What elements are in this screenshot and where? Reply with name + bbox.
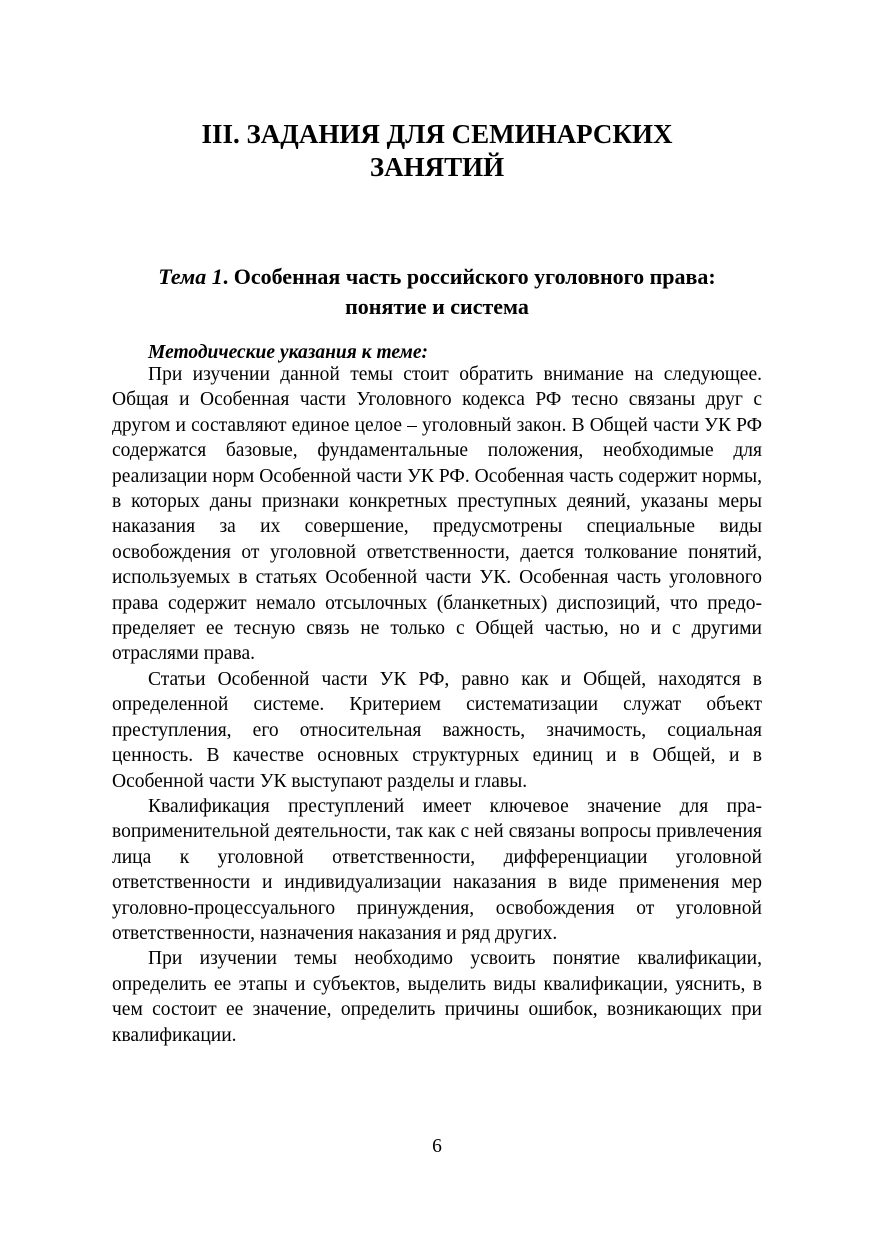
topic-title — [112, 262, 762, 322]
chapter-title-line-1: III. ЗАДАНИЯ ДЛЯ СЕМИНАРСКИХ — [201, 119, 673, 149]
topic-title-line-2: понятие и система — [345, 294, 529, 319]
chapter-title-line-2: ЗАНЯТИЙ — [369, 152, 505, 182]
paragraph: Статьи Особенной части УК РФ, равно как и Общей, находятся в определенной системе. Критерием систематизации служат объект преступления, его относительная важность, значимость, социальная ценность. В качестве основных структурных единиц и в Общей, и в Особенной части УК выступают разделы и главы. — [112, 668, 762, 792]
document-page — [112, 0, 762, 1241]
chapter-title — [112, 118, 762, 184]
topic-title-line-1: . Особенная часть российского уголовного права: — [222, 264, 716, 289]
paragraph: Квалификация преступлений имеет ключевое значение для правоприменительной деятельности, так как с ней связаны вопросы привлечения лица к уголовной ответственности, дифференциации уголовной ответственности и индивидуализации наказания в виде применения мер уголовно-процессуального принуждения, освобождения от уголовной ответственности, назначения наказания и ряд других. — [112, 795, 762, 944]
paragraph: При изучении темы необходимо усвоить понятие квалификации, определить ее этапы и субъектов, выделить виды квалификации, уяснить, в чем состоит ее значение, определить причины ошибок, возникающих при квалификации. — [112, 948, 762, 1046]
page-number: 6 — [432, 1136, 442, 1157]
guidance-heading: Методические указания к теме: — [148, 342, 429, 363]
paragraph: При изучении данной темы стоит обратить внимание на следующее. Общая и Особенная части Уголовного кодекса РФ тесно связаны друг с другом и составляют единое целое – уголовный закон. В Общей части УК РФ содержатся базовые, фундаментальные положения, необходимые для реализации норм Особенной части УК РФ. Особенная часть содержит нормы, в которых даны признаки конкретных преступных деяний, указаны меры наказания за их совершение, предусмотрены специальные виды освобождения от уголовной ответственности, дается толкование понятий, используемых в статьях Особенной части УК. Особенная часть уголовного права содержит немало отсылочных (бланкетных) диспозиций, что предопределяет ее тесную связь не только с Общей частью, но и с другими отраслями права. — [112, 364, 762, 665]
body-text — [112, 362, 762, 1048]
topic-label: Тема 1 — [158, 264, 223, 289]
